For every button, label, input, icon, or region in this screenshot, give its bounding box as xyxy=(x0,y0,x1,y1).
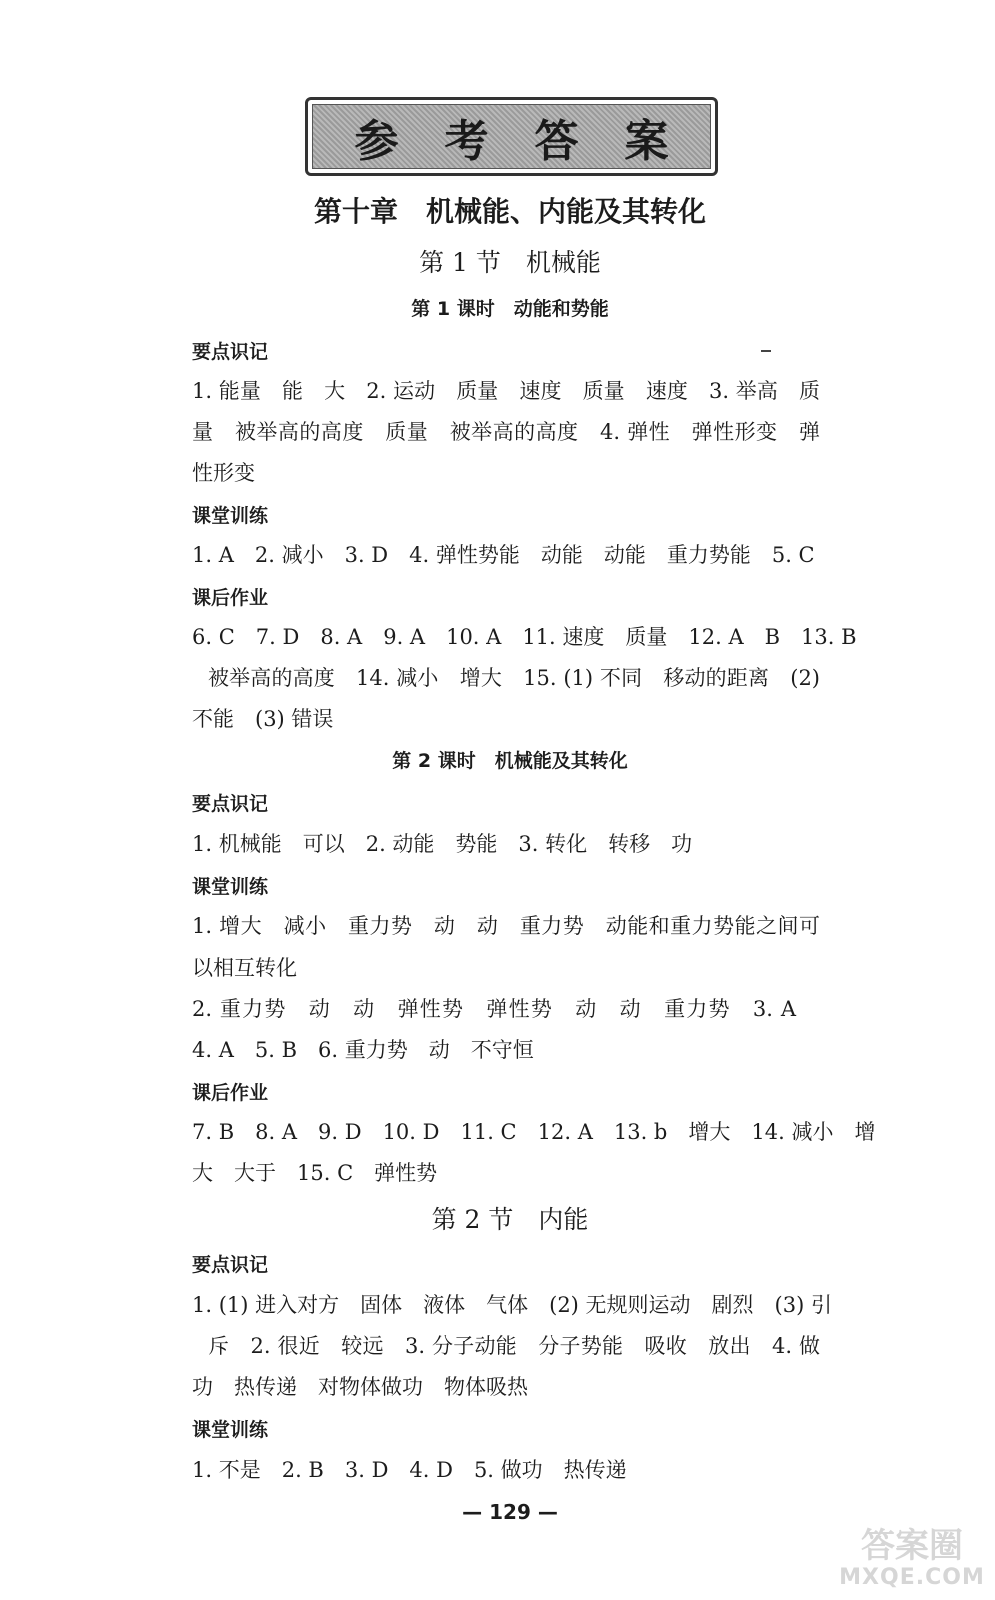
stray-mark xyxy=(761,350,771,352)
answer-line: 不能 (3) 错误 xyxy=(192,707,334,731)
answer-line: 性形变 xyxy=(192,461,255,485)
page-number: — 129 — xyxy=(462,1500,558,1524)
answer-line: 4. A 5. B 6. 重力势 动 不守恒 xyxy=(192,1038,534,1062)
answer-line: 2. 重力势 动 动 弹性势 弹性势 动 动 重力势 3. A xyxy=(192,997,796,1021)
answer-line: 大 大于 15. C 弹性势 xyxy=(192,1161,438,1185)
heading-yaodian-2: 要点识记 xyxy=(192,793,269,815)
answer-line: 量 被举高的高度 质量 被举高的高度 4. 弹性 弹性形变 弹 xyxy=(192,420,820,444)
section-title-2: 第 2 节 内能 xyxy=(431,1205,589,1234)
banner-title: 参考答案 xyxy=(354,115,715,167)
heading-kehou-2: 课后作业 xyxy=(192,1082,269,1104)
heading-yaodian-3: 要点识记 xyxy=(192,1254,269,1276)
answer-line: 功 热传递 对物体做功 物体吸热 xyxy=(192,1375,528,1399)
chapter-title: 第十章 机械能、内能及其转化 xyxy=(313,195,706,228)
answer-line: 6. C 7. D 8. A 9. A 10. A 11. 速度 质量 12. A B 13. B xyxy=(192,625,857,649)
section-title-1: 第 1 节 机械能 xyxy=(419,248,601,277)
watermark-url: MXQE.COM xyxy=(839,1565,985,1590)
answer-line: 被举高的高度 14. 减小 增大 15. (1) 不同 移动的距离 (2) xyxy=(208,666,820,690)
lesson-title-2: 第 2 课时 机械能及其转化 xyxy=(392,750,628,772)
answer-banner xyxy=(305,97,718,176)
answer-line: 以相互转化 xyxy=(192,956,297,980)
heading-yaodian-1: 要点识记 xyxy=(192,341,269,363)
banner-inner xyxy=(312,104,715,169)
answer-line: 1. (1) 进入对方 固体 液体 气体 (2) 无规则运动 剧烈 (3) 引 xyxy=(192,1293,832,1317)
heading-ketang-3: 课堂训练 xyxy=(192,1419,269,1441)
watermark-text: 答案圈 xyxy=(861,1526,963,1566)
answer-line: 1. A 2. 减小 3. D 4. 弹性势能 动能 动能 重力势能 5. C xyxy=(192,543,815,567)
answer-line: 1. 能量 能 大 2. 运动 质量 速度 质量 速度 3. 举高 质 xyxy=(192,379,820,403)
watermark-logo xyxy=(837,1526,987,1594)
answer-line: 1. 机械能 可以 2. 动能 势能 3. 转化 转移 功 xyxy=(192,832,693,856)
lesson-title-1: 第 1 课时 动能和势能 xyxy=(411,298,609,320)
answer-line: 斥 2. 很近 较远 3. 分子动能 分子势能 吸收 放出 4. 做 xyxy=(208,1334,820,1358)
heading-ketang-2: 课堂训练 xyxy=(192,876,269,898)
answer-line: 1. 不是 2. B 3. D 4. D 5. 做功 热传递 xyxy=(192,1458,627,1482)
answer-line: 7. B 8. A 9. D 10. D 11. C 12. A 13. b 增大 14. 减小 增 xyxy=(192,1120,876,1144)
heading-kehou-1: 课后作业 xyxy=(192,587,269,609)
heading-ketang-1: 课堂训练 xyxy=(192,505,269,527)
answer-line: 1. 增大 减小 重力势 动 动 重力势 动能和重力势能之间可 xyxy=(192,914,820,938)
